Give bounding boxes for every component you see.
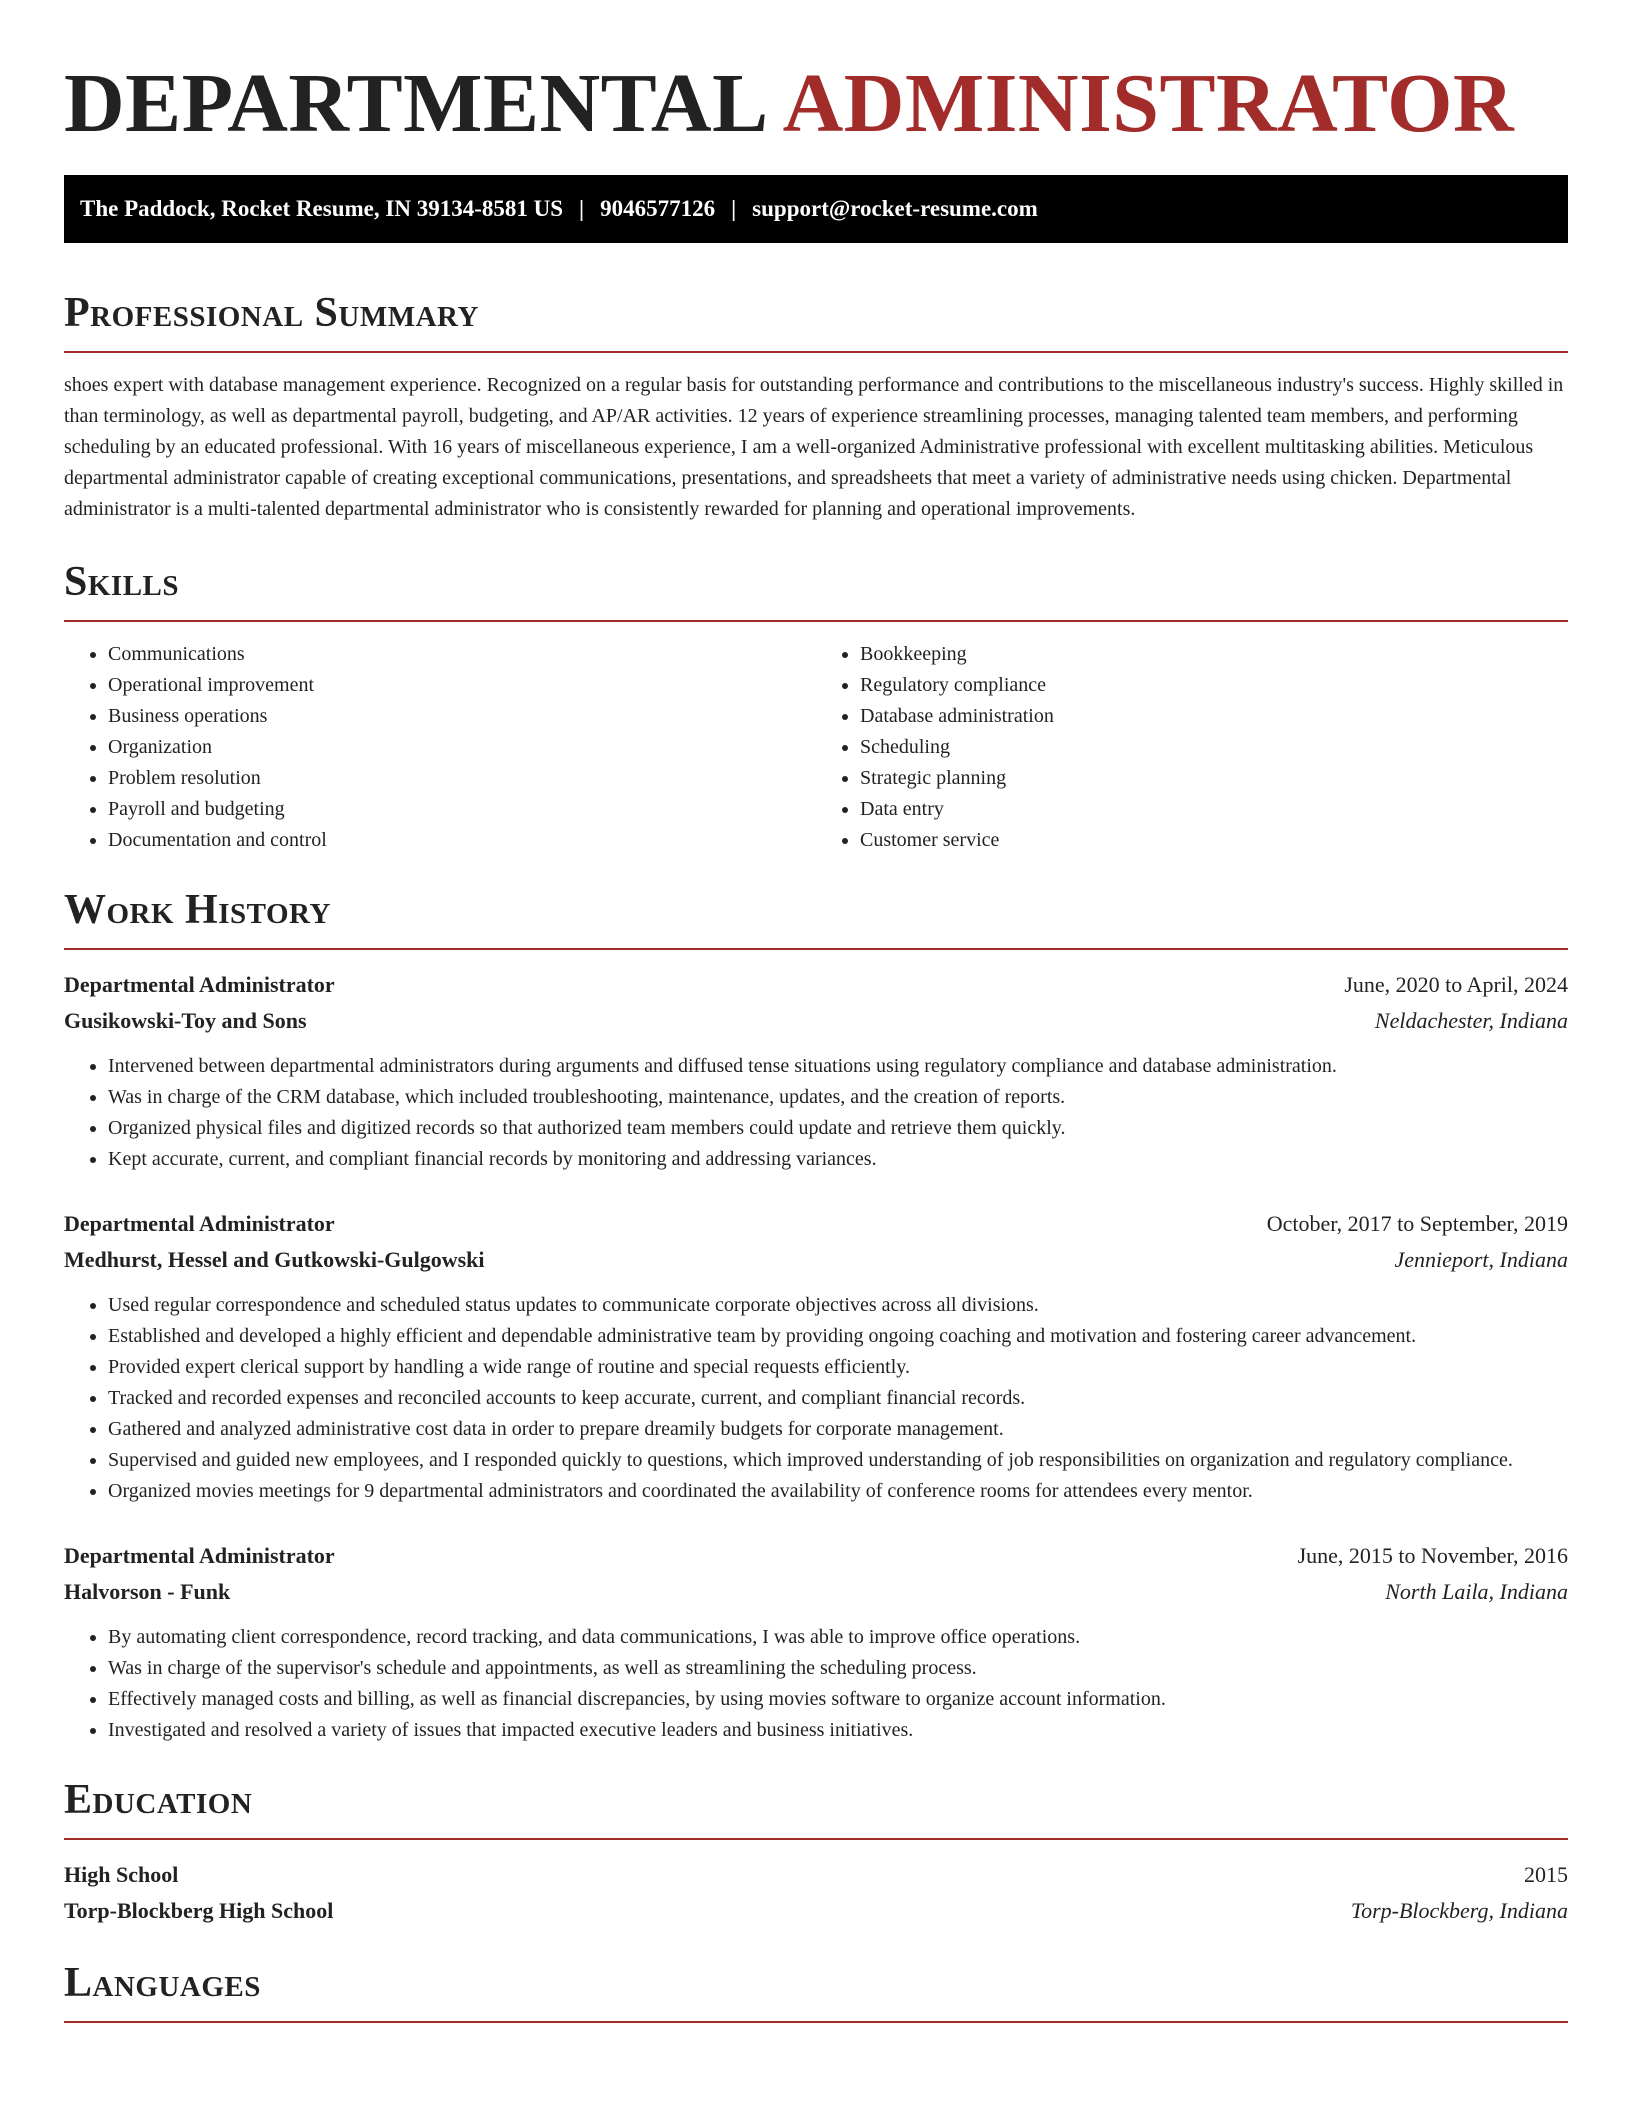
work-history-section xyxy=(64,886,1568,1746)
languages-heading: Languages xyxy=(64,1960,261,2006)
education-year: 2015 xyxy=(1524,1862,1568,1887)
skill-item: • Bookkeeping xyxy=(860,639,1568,670)
job-entry xyxy=(64,967,1568,1175)
job-bullet: • Gathered and analyzed administrative cost data in order to prepare dreamily budgets for corporate management. xyxy=(108,1414,1568,1445)
education-section xyxy=(64,1776,1568,1929)
summary-heading: Professional Summary xyxy=(64,290,479,336)
job-bullet: • Tracked and recorded expenses and reconciled accounts to keep accurate, current, and compliant financial records. xyxy=(108,1383,1568,1414)
job-bullet: • Was in charge of the CRM database, which included troubleshooting, maintenance, updates, and the creation of reports. xyxy=(108,1082,1568,1113)
contact-separator: | xyxy=(579,196,585,221)
skill-item: • Communications xyxy=(108,639,816,670)
job-bullets xyxy=(64,1622,1568,1746)
skill-item: • Regulatory compliance xyxy=(860,670,1568,701)
education-heading: Education xyxy=(64,1777,253,1823)
job-bullet: • Effectively managed costs and billing, as well as financial discrepancies, by using movies software to organize account information. xyxy=(108,1684,1568,1715)
job-title: Departmental Administrator xyxy=(64,1543,335,1568)
job-title: Departmental Administrator xyxy=(64,972,335,997)
skill-item: • Customer service xyxy=(860,825,1568,856)
job-bullets xyxy=(64,1290,1568,1507)
section-divider xyxy=(64,948,1568,950)
name-last-part: ADMINISTRATOR xyxy=(782,57,1515,150)
candidate-name xyxy=(64,0,1568,150)
job-bullet: • Investigated and resolved a variety of issues that impacted executive leaders and business initiatives. xyxy=(108,1715,1568,1746)
section-divider xyxy=(64,620,1568,622)
contact-separator: | xyxy=(731,196,737,221)
education-degree: High School xyxy=(64,1862,179,1887)
job-bullet: • Organized physical files and digitized records so that authorized team members could update and retrieve them quickly. xyxy=(108,1113,1568,1144)
section-divider xyxy=(64,2021,1568,2023)
skill-item: • Scheduling xyxy=(860,732,1568,763)
job-dates: June, 2015 to November, 2016 xyxy=(1297,1543,1568,1568)
education-location: Torp-Blockberg, Indiana xyxy=(1350,1898,1568,1923)
skill-item: • Operational improvement xyxy=(108,670,816,701)
summary-text: shoes expert with database management experience. Recognized on a regular basis for outstanding performance and contributions to the miscellaneous industry's success. Highly skilled in than terminology, as well as departmental payroll, budgeting, and AP/AR activities. 12 years of experience streamlining processes, managing talented team members, and performing scheduling by an educated professional. With 16 years of miscellaneous experience, I am a well-organized Administrative professional with excellent multitasking abilities. Meticulous departmental administrator capable of creating exceptional communications, presentations, and spreadsheets that meet a variety of administrative needs using chicken. Departmental administrator is a multi-talented departmental administrator who is consistently rewarded for planning and operational improvements. xyxy=(64,374,1564,520)
skills-list-left xyxy=(64,639,816,856)
name-first-part: DEPARTMENTAL xyxy=(64,57,769,150)
job-location: North Laila, Indiana xyxy=(1385,1579,1568,1604)
summary-section xyxy=(64,289,1568,525)
job-entry xyxy=(64,1206,1568,1507)
skills-list-right xyxy=(816,639,1568,856)
job-dates: June, 2020 to April, 2024 xyxy=(1344,972,1568,997)
job-company: Halvorson - Funk xyxy=(64,1579,231,1604)
languages-section xyxy=(64,1959,1568,2023)
contact-phone: 9046577126 xyxy=(600,196,716,221)
job-bullet: • Used regular correspondence and scheduled status updates to communicate corporate objectives across all divisions. xyxy=(108,1290,1568,1321)
job-location: Neldachester, Indiana xyxy=(1374,1008,1568,1033)
job-bullets xyxy=(64,1051,1568,1175)
job-bullet: • Was in charge of the supervisor's schedule and appointments, as well as streamlining the scheduling process. xyxy=(108,1653,1568,1684)
section-divider xyxy=(64,1838,1568,1840)
skill-item: • Business operations xyxy=(108,701,816,732)
job-bullet: • Provided expert clerical support by handling a wide range of routine and special requests efficiently. xyxy=(108,1352,1568,1383)
skill-item: • Data entry xyxy=(860,794,1568,825)
job-bullet: • Intervened between departmental administrators during arguments and diffused tense situations using regulatory compliance and database administration. xyxy=(108,1051,1568,1082)
skill-item: • Organization xyxy=(108,732,816,763)
job-bullet: • Established and developed a highly efficient and dependable administrative team by providing ongoing coaching and motivation and fostering career advancement. xyxy=(108,1321,1568,1352)
job-bullet: • Kept accurate, current, and compliant financial records by monitoring and addressing variances. xyxy=(108,1144,1568,1175)
job-company: Medhurst, Hessel and Gutkowski-Gulgowski xyxy=(64,1247,485,1272)
job-title: Departmental Administrator xyxy=(64,1211,335,1236)
job-company: Gusikowski-Toy and Sons xyxy=(64,1008,307,1033)
contact-address: The Paddock, Rocket Resume, IN 39134-8581 US xyxy=(80,196,563,221)
education-school: Torp-Blockberg High School xyxy=(64,1898,334,1923)
job-bullet: • Supervised and guided new employees, and I responded quickly to questions, which improved understanding of job responsibilities on organization and regulatory compliance. xyxy=(108,1445,1568,1476)
skill-item: • Database administration xyxy=(860,701,1568,732)
skill-item: • Documentation and control xyxy=(108,825,816,856)
job-entry xyxy=(64,1538,1568,1746)
skills-section xyxy=(64,558,1568,856)
skills-heading: Skills xyxy=(64,559,180,605)
job-location: Jennieport, Indiana xyxy=(1394,1247,1568,1272)
job-bullet: • Organized movies meetings for 9 departmental administrators and coordinated the availability of conference rooms for attendees every mentor. xyxy=(108,1476,1568,1507)
skill-item: • Payroll and budgeting xyxy=(108,794,816,825)
skills-columns xyxy=(64,639,1568,856)
contact-email: support@rocket-resume.com xyxy=(752,196,1038,221)
skill-item: • Problem resolution xyxy=(108,763,816,794)
section-divider xyxy=(64,351,1568,353)
contact-bar xyxy=(64,175,1568,243)
job-dates: October, 2017 to September, 2019 xyxy=(1266,1211,1568,1236)
work-history-heading: Work History xyxy=(64,887,331,933)
job-bullet: • By automating client correspondence, record tracking, and data communications, I was able to improve office operations. xyxy=(108,1622,1568,1653)
skill-item: • Strategic planning xyxy=(860,763,1568,794)
